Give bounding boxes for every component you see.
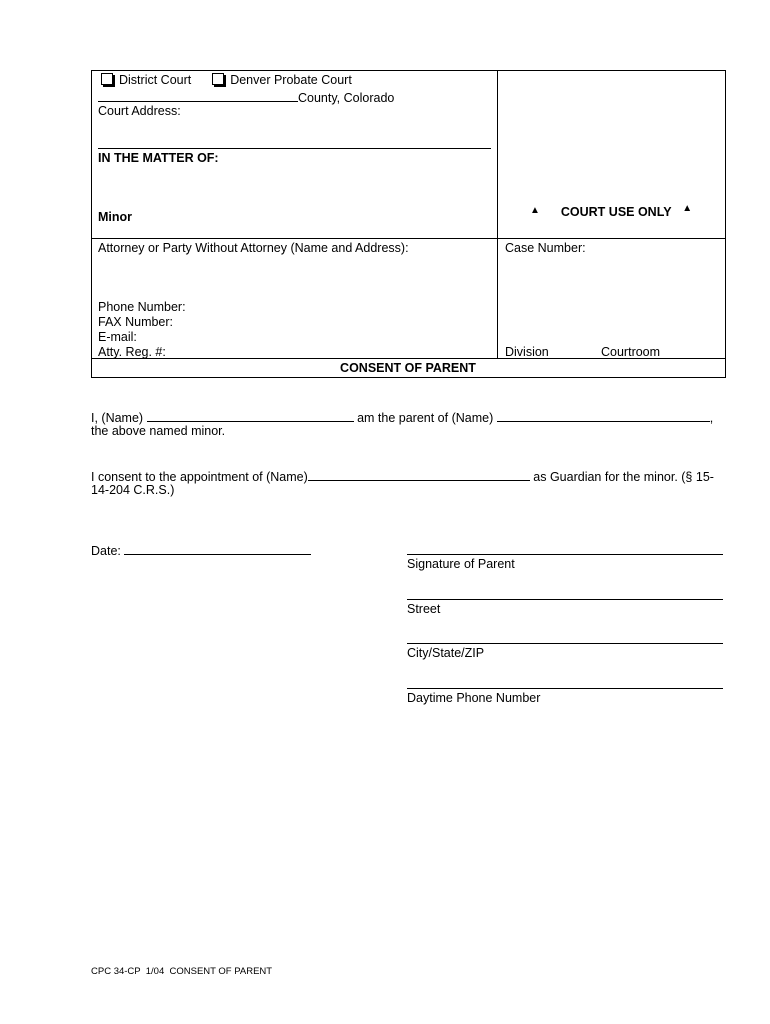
district-court-label: District Court [119,73,192,87]
daytime-phone-label: Daytime Phone Number [407,691,541,705]
guardian-name-blank[interactable] [308,468,530,481]
form-title: CONSENT OF PARENT [340,361,476,375]
attorney-label: Attorney or Party Without Attorney (Name and Address): [98,241,409,255]
signature-line[interactable] [407,554,723,555]
courtroom-label: Courtroom [601,345,661,359]
statute-continuation: 14-204 C.R.S.) [91,483,175,497]
county-line [98,89,394,105]
city-state-zip-line[interactable] [407,643,723,644]
case-number-label: Case Number: [505,241,586,255]
minor-name-blank[interactable] [497,409,710,422]
parent-statement-line [91,409,713,425]
daytime-phone-line[interactable] [407,688,723,689]
guardian-label: as Guardian for the minor. (§ 15- [533,470,714,484]
parent-name-blank[interactable] [147,409,354,422]
date-line [91,542,311,558]
atty-reg-label: Atty. Reg. #: [98,345,166,359]
denver-probate-court-checkbox[interactable] [212,73,224,85]
court-address-label: Court Address: [98,104,181,118]
consent-line [91,468,714,484]
court-selection [101,73,352,87]
court-address-line [98,148,491,149]
date-blank[interactable] [124,542,311,555]
minor-label: Minor [98,210,133,224]
signature-of-parent-label: Signature of Parent [407,557,515,571]
court-use-only-label: COURT USE ONLY [560,205,672,219]
division-label: Division [505,345,549,359]
email-label: E-mail: [98,330,137,344]
consent-label: I consent to the appointment of (Name) [91,470,308,484]
above-named-minor: the above named minor. [91,424,226,438]
arrow-up-icon: ▲ [530,205,540,216]
caption-box [91,70,726,378]
city-state-zip-label: City/State/ZIP [407,646,485,660]
arrow-up-icon: ▲ [682,203,693,214]
street-line[interactable] [407,599,723,600]
fax-number-label: FAX Number: [98,315,174,329]
denver-probate-court-label: Denver Probate Court [230,73,352,87]
court-use-only [530,205,692,219]
parent-of-label: am the parent of (Name) [357,411,494,425]
in-the-matter-of-label: IN THE MATTER OF: [98,151,219,165]
county-blank[interactable] [98,89,298,102]
date-label: Date: [91,544,121,558]
name-label: I, (Name) [91,411,144,425]
caption-divider-upper [91,238,725,239]
phone-number-label: Phone Number: [98,300,186,314]
county-colorado-label: County, Colorado [298,91,395,105]
comma: , [709,411,714,425]
caption-divider-vertical [497,70,498,358]
form-footer: CPC 34-CP 1/04 CONSENT OF PARENT [91,966,273,977]
street-label: Street [407,602,441,616]
district-court-checkbox[interactable] [101,73,113,85]
